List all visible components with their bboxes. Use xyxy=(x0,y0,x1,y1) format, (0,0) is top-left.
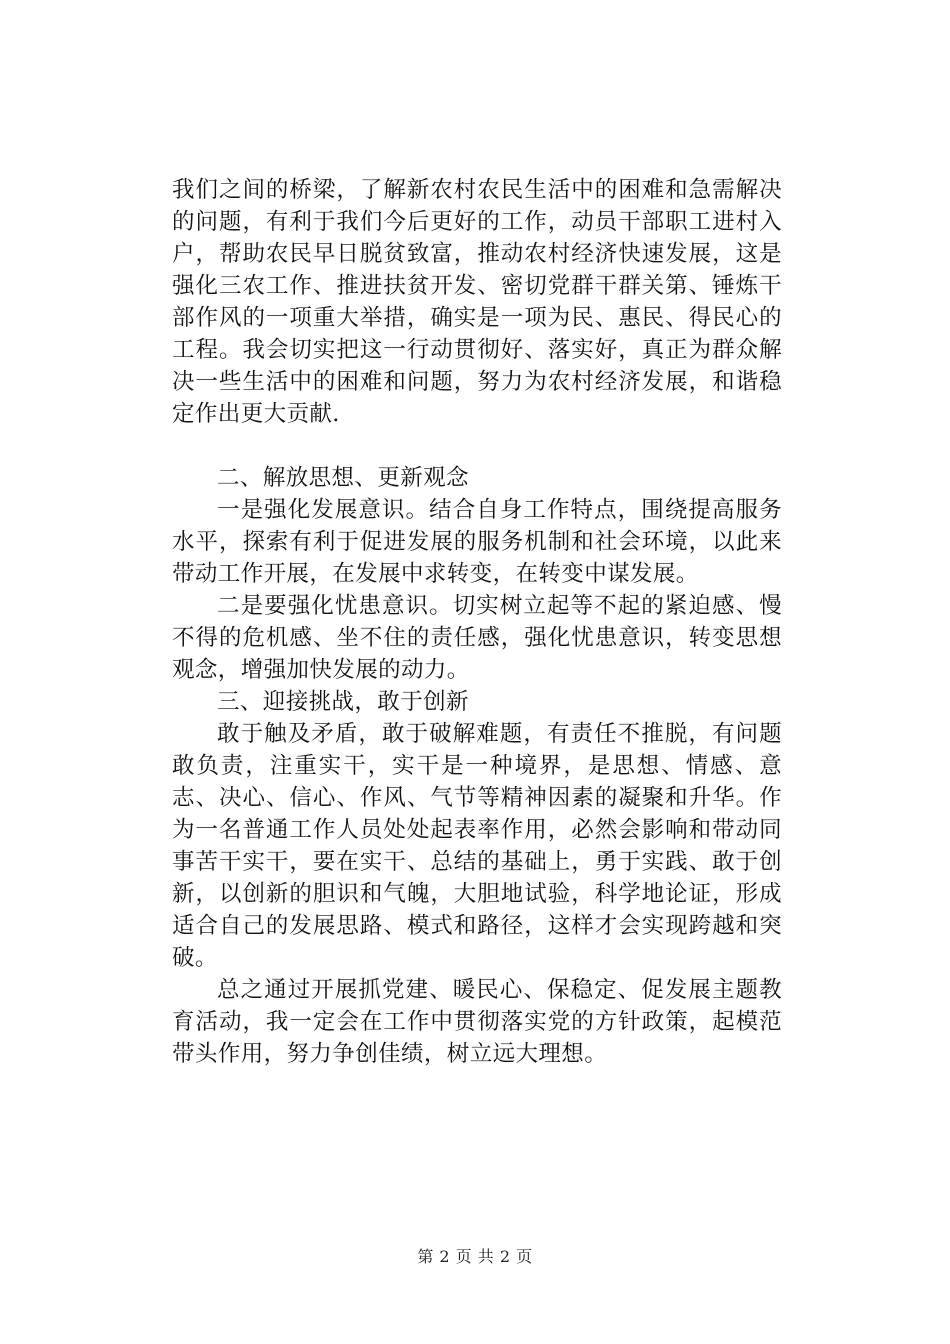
section-heading-2: 二、解放思想、更新观念 xyxy=(217,465,469,491)
paragraph-conclusion: 总之通过开展抓党建、暖民心、保稳定、促发展主题教育活动，我一定会在工作中贯彻落实党的方针政策，起模范带头作用，努力争创佳绩，树立远大理想。 xyxy=(172,977,782,1067)
section-heading-3: 三、迎接挑战，敢于创新 xyxy=(217,689,469,715)
paragraph-intro-continuation: 我们之间的桥梁，了解新农村农民生活中的困难和急需解决的问题，有利于我们今后更好的工作，动员干部职工进村入户，帮助农民早日脱贫致富，推动农村经济快速发展，这是强化三农工作、推进扶贫开发、密切党群干群关第、锤炼干部作风的一项重大举措，确实是一项为民、惠民、得民心的工程。我会切实把这一行动贯彻好、落实好，真正为群众解决一些生活中的困难和问题，努力为农村经济发展，和谐稳定作出更大贡献. xyxy=(172,177,782,427)
paragraph-development-awareness: 一是强化发展意识。结合自身工作特点，围绕提高服务水平，探索有利于促进发展的服务机制和社会环境，以此来带动工作开展，在发展中求转变，在转变中谋发展。 xyxy=(172,497,782,587)
paragraph-crisis-awareness: 二是要强化忧患意识。切实树立起等不起的紧迫感、慢不得的危机感、坐不住的责任感，强化忧患意识，转变思想观念，增强加快发展的动力。 xyxy=(172,593,782,683)
paragraph-innovation: 敢于触及矛盾，敢于破解难题，有责任不推脱，有问题敢负责，注重实干，实干是一种境界，是思想、情感、意志、决心、信心、作风、气节等精神因素的凝聚和升华。作为一名普通工作人员处处起表率作用，必然会影响和带动同事苦干实干，要在实干、总结的基础上，勇于实践、敢于创新，以创新的胆识和气魄，大胆地试验，科学地论证，形成适合自己的发展思路、模式和路径，这样才会实现跨越和突破。 xyxy=(172,721,782,971)
page-number-footer: 第 2 页 共 2 页 xyxy=(417,1247,533,1266)
document-body xyxy=(172,174,782,1070)
